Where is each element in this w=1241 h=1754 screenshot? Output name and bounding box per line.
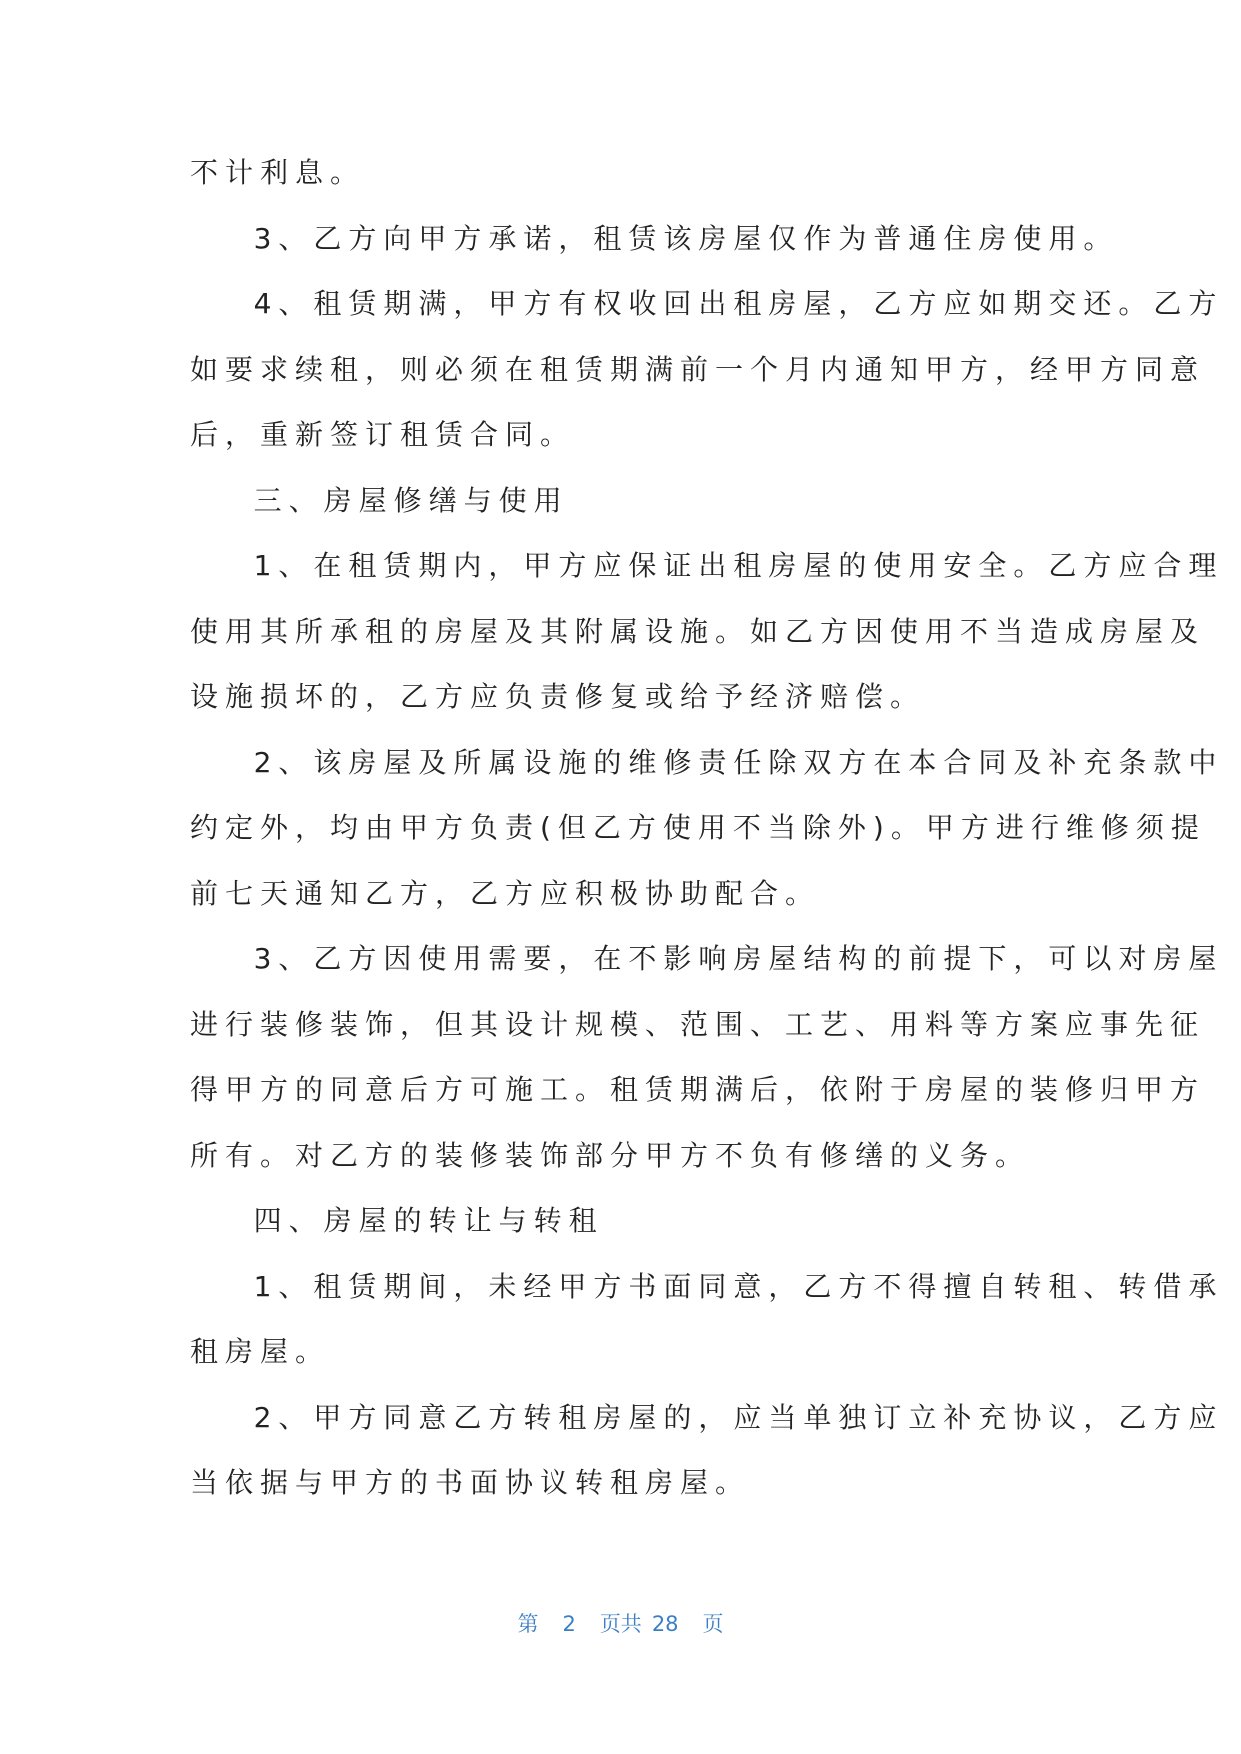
- text-line: 4、租赁期满，甲方有权收回出租房屋，乙方应如期交还。乙方: [190, 287, 1224, 320]
- footer-label-di: 第: [517, 1612, 539, 1636]
- text-line: 所有。对乙方的装修装饰部分甲方不负有修缮的义务。: [190, 1138, 1031, 1172]
- text-line: 3、乙方因使用需要，在不影响房屋结构的前提下，可以对房屋: [190, 942, 1224, 975]
- document-body: [190, 153, 1224, 1529]
- text-line: 约定外，均由甲方负责(但乙方使用不当除外)。甲方进行维修须提: [190, 811, 1206, 844]
- text-line: 3、乙方向甲方承诺，租赁该房屋仅作为普通住房使用。: [190, 221, 1119, 255]
- text-line: 使用其所承租的房屋及其附属设施。如乙方因使用不当造成房屋及: [190, 614, 1206, 648]
- text-line: 1、在租赁期内，甲方应保证出租房屋的使用安全。乙方应合理: [190, 549, 1224, 582]
- text-line: 设施损坏的，乙方应负责修复或给予经济赔偿。: [190, 680, 926, 713]
- text-line: 前七天通知乙方，乙方应积极协助配合。: [190, 876, 821, 910]
- page-footer: [0, 1608, 1241, 1638]
- text-line: 后，重新签订租赁合同。: [190, 418, 576, 451]
- footer-total-pages: 28: [651, 1612, 679, 1636]
- footer-page-number: 2: [562, 1612, 576, 1636]
- text-line: 进行装修装饰，但其设计规模、范围、工艺、用料等方案应事先征: [190, 1007, 1206, 1041]
- text-line: 得甲方的同意后方可施工。租赁期满后，依附于房屋的装修归甲方: [190, 1073, 1206, 1106]
- text-line: 1、租赁期间，未经甲方书面同意，乙方不得擅自转租、转借承: [190, 1269, 1224, 1303]
- text-line: 2、甲方同意乙方转租房屋的，应当单独订立补充协议，乙方应: [190, 1400, 1224, 1434]
- text-line: 如要求续租，则必须在租赁期满前一个月内通知甲方，经甲方同意: [190, 352, 1206, 386]
- section-heading: 四、房屋的转让与转租: [190, 1204, 604, 1237]
- text-line: 租房屋。: [190, 1335, 331, 1368]
- text-line: 2、该房屋及所属设施的维修责任除双方在本合同及补充条款中: [190, 745, 1224, 779]
- text-line: 不计利息。: [190, 156, 366, 189]
- section-heading: 三、房屋修缮与使用: [190, 483, 569, 517]
- text-line: 当依据与甲方的书面协议转租房屋。: [190, 1466, 751, 1499]
- footer-label-ye: 页: [702, 1612, 724, 1636]
- footer-label-ye-gong: 页共: [599, 1612, 642, 1636]
